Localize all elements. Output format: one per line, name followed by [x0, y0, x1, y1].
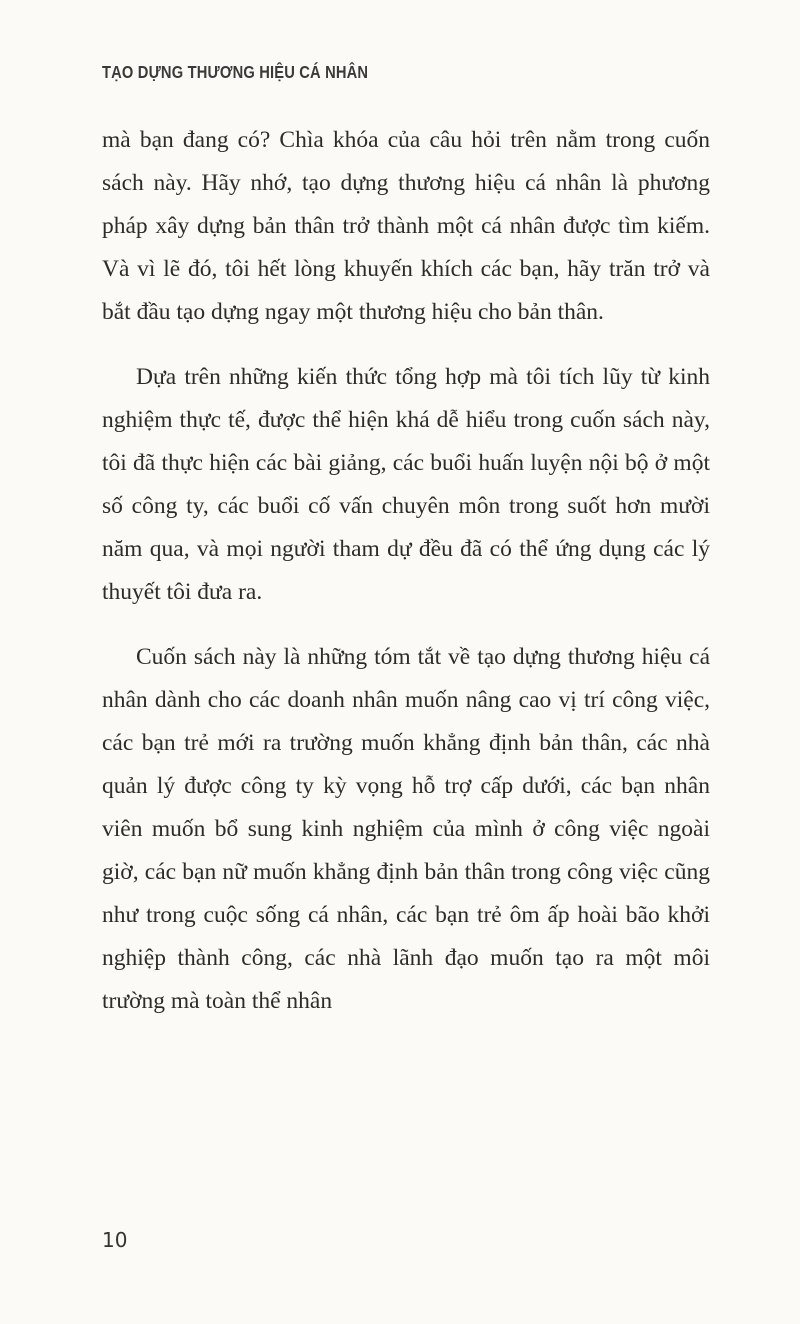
running-header: TẠO DỰNG THƯƠNG HIỆU CÁ NHÂN	[102, 62, 369, 82]
page-number: 10	[102, 1228, 128, 1252]
body-text	[102, 119, 710, 1023]
paragraph: mà bạn đang có? Chìa khóa của câu hỏi trên nằm trong cuốn sách này. Hãy nhớ, tạo dựng thương hiệu cá nhân là phương pháp xây dựng bản thân trở thành một cá nhân được tìm kiếm. Và vì lẽ đó, tôi hết lòng khuyến khích các bạn, hãy trăn trở và bắt đầu tạo dựng ngay một thương hiệu cho bản thân.	[102, 127, 710, 325]
paragraph: Cuốn sách này là những tóm tắt về tạo dựng thương hiệu cá nhân dành cho các doanh nhân muốn nâng cao vị trí công việc, các bạn trẻ mới ra trường muốn khẳng định bản thân, các nhà quản lý được công ty kỳ vọng hỗ trợ cấp dưới, các bạn nhân viên muốn bổ sung kinh nghiệm của mình ở công việc ngoài giờ, các bạn nữ muốn khẳng định bản thân trong công việc cũng như trong cuộc sống cá nhân, các bạn trẻ ôm ấp hoài bão khởi nghiệp thành công, các nhà lãnh đạo muốn tạo ra một môi trường mà toàn thể nhân	[102, 644, 710, 1014]
paragraph: Dựa trên những kiến thức tổng hợp mà tôi tích lũy từ kinh nghiệm thực tế, được thể hiện khá dễ hiểu trong cuốn sách này, tôi đã thực hiện các bài giảng, các buổi huấn luyện nội bộ ở một số công ty, các buổi cố vấn chuyên môn trong suốt hơn mười năm qua, và mọi người tham dự đều đã có thể ứng dụng các lý thuyết tôi đưa ra.	[102, 364, 710, 605]
